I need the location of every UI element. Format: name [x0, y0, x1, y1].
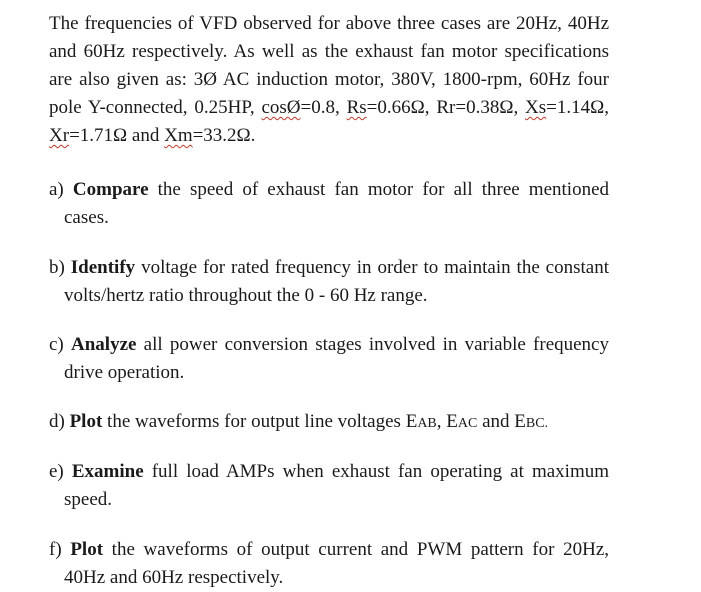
question-text: all power conversion stages involved in variable frequency drive operation.	[64, 334, 609, 383]
subscript-ac: AC	[457, 416, 478, 431]
intro-text-1: The frequencies of VFD observed for above three cases are 20Hz, 40Hz and 60Hz respectively. As well as the exhaust fan motor specifications are also given as: 3Ø AC induction motor, 380V, 1800-rpm, 60Hz four pole Y-connected, 0.25HP,	[49, 13, 609, 118]
question-letter: a)	[49, 179, 73, 200]
intro-text-2: =0.8,	[300, 97, 347, 118]
intro-paragraph	[49, 10, 609, 150]
question-text: the speed of exhaust fan motor for all three mentioned cases.	[64, 179, 609, 228]
spell-flag-xs: Xs	[525, 97, 547, 118]
spell-flag-rs: Rs	[346, 97, 367, 118]
intro-text-5: =1.71Ω and	[69, 125, 165, 146]
spell-flag-cos: cosØ	[261, 97, 301, 118]
spell-flag-xr: Xr	[49, 125, 70, 146]
question-letter: b)	[49, 257, 71, 278]
question-text: the waveforms of output current and PWM pattern for 20Hz, 40Hz and 60Hz respectively.	[64, 539, 609, 588]
question-text: voltage for rated frequency in order to maintain the constant volts/hertz ratio throughout the 0 - 60 Hz range.	[64, 257, 609, 306]
intro-text-6: =33.2Ω.	[192, 125, 256, 146]
question-verb: Plot	[70, 539, 104, 560]
question-text: the waveforms for output line voltages E	[102, 411, 418, 432]
question-verb: Identify	[70, 257, 136, 278]
question-letter: c)	[49, 334, 71, 355]
question-text: full load AMPs when exhaust fan operating at maximum speed.	[64, 461, 610, 510]
intro-text-3: =0.66Ω, Rr=0.38Ω,	[366, 97, 526, 118]
question-text-mid: and E	[477, 411, 526, 432]
question-e	[49, 458, 609, 514]
question-letter: d)	[49, 411, 70, 432]
question-letter: e)	[49, 461, 72, 482]
intro-text-4: =1.14Ω,	[546, 97, 610, 118]
question-verb: Examine	[71, 461, 144, 482]
question-verb: Analyze	[71, 334, 137, 355]
subscript-ab: AB	[417, 416, 437, 431]
question-f	[49, 536, 609, 592]
question-verb: Compare	[72, 179, 149, 200]
question-letter: f)	[49, 539, 71, 560]
subscript-bc: BC.	[525, 416, 549, 431]
question-d	[49, 408, 609, 438]
question-c	[49, 331, 609, 387]
question-b	[49, 254, 609, 310]
question-verb: Plot	[69, 411, 103, 432]
spell-flag-xm: Xm	[164, 125, 193, 146]
question-a	[49, 176, 609, 232]
question-text-mid: , E	[436, 411, 458, 432]
